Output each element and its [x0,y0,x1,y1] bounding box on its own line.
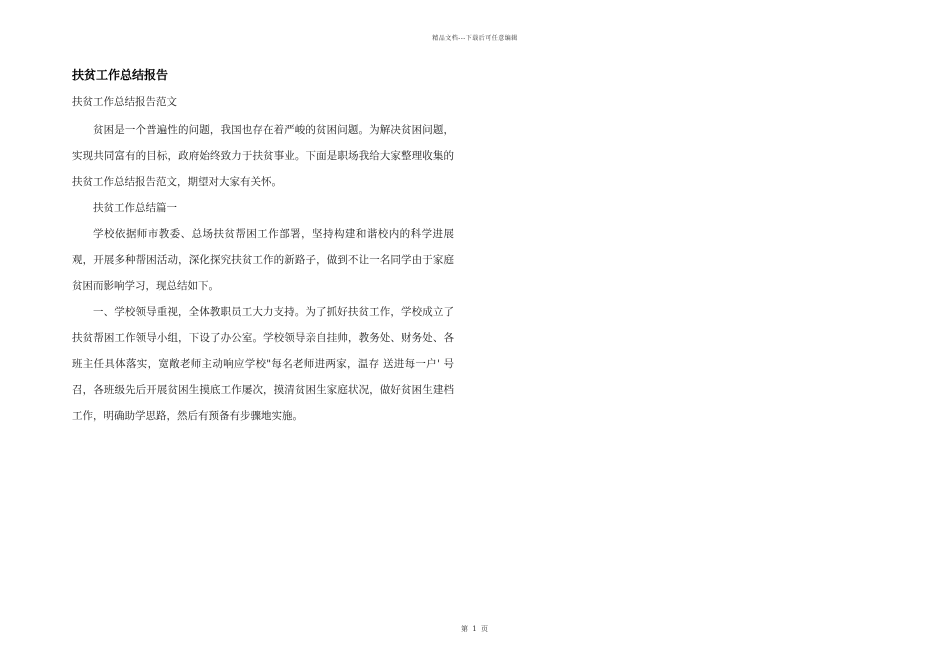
body-paragraph-2: 一、学校领导重视，全体教职员工大力支持。为了抓好扶贫工作，学校成立了扶贫帮困工作领导小组，下设了办公室。学校领导亲自挂帅，教务处、财务处、各班主任具体落实，宽敞老师主动响应学校"每名老师进两家，温存 送进每一户' 号召，各班级先后开展贫困生摸底工作屡次，摸清贫困生家庭状况，做好贫困生建档工作，明确助学思路，然后有预备有步骤地实施。 [72,306,454,422]
body-paragraph-1: 学校依据师市教委、总场扶贫帮困工作部署，坚持构建和谐校内的科学进展观，开展多种帮困活动，深化探究扶贫工作的新路子，做到不让一名同学由于家庭贫困而影响学习，现总结如下。 [72,228,454,292]
header-note: 精品文档---下载后可任意编辑 [432,35,518,42]
document-body [72,68,454,429]
document-title: 扶贫工作总结报告 [72,68,169,82]
section-heading: 扶贫工作总结篇一 [93,202,177,214]
intro-paragraph: 贫困是一个普遍性的问题，我国也存在着严峻的贫困问题。为解决贫困问题，实现共同富有的目标，政府始终致力于扶贫事业。下面是职场我给大家整理收集的扶贫工作总结报告范文，期望对大家有关怀。 [72,124,454,188]
document-subtitle: 扶贫工作总结报告范文 [72,96,177,108]
page-number: 第 1 页 [461,625,489,633]
